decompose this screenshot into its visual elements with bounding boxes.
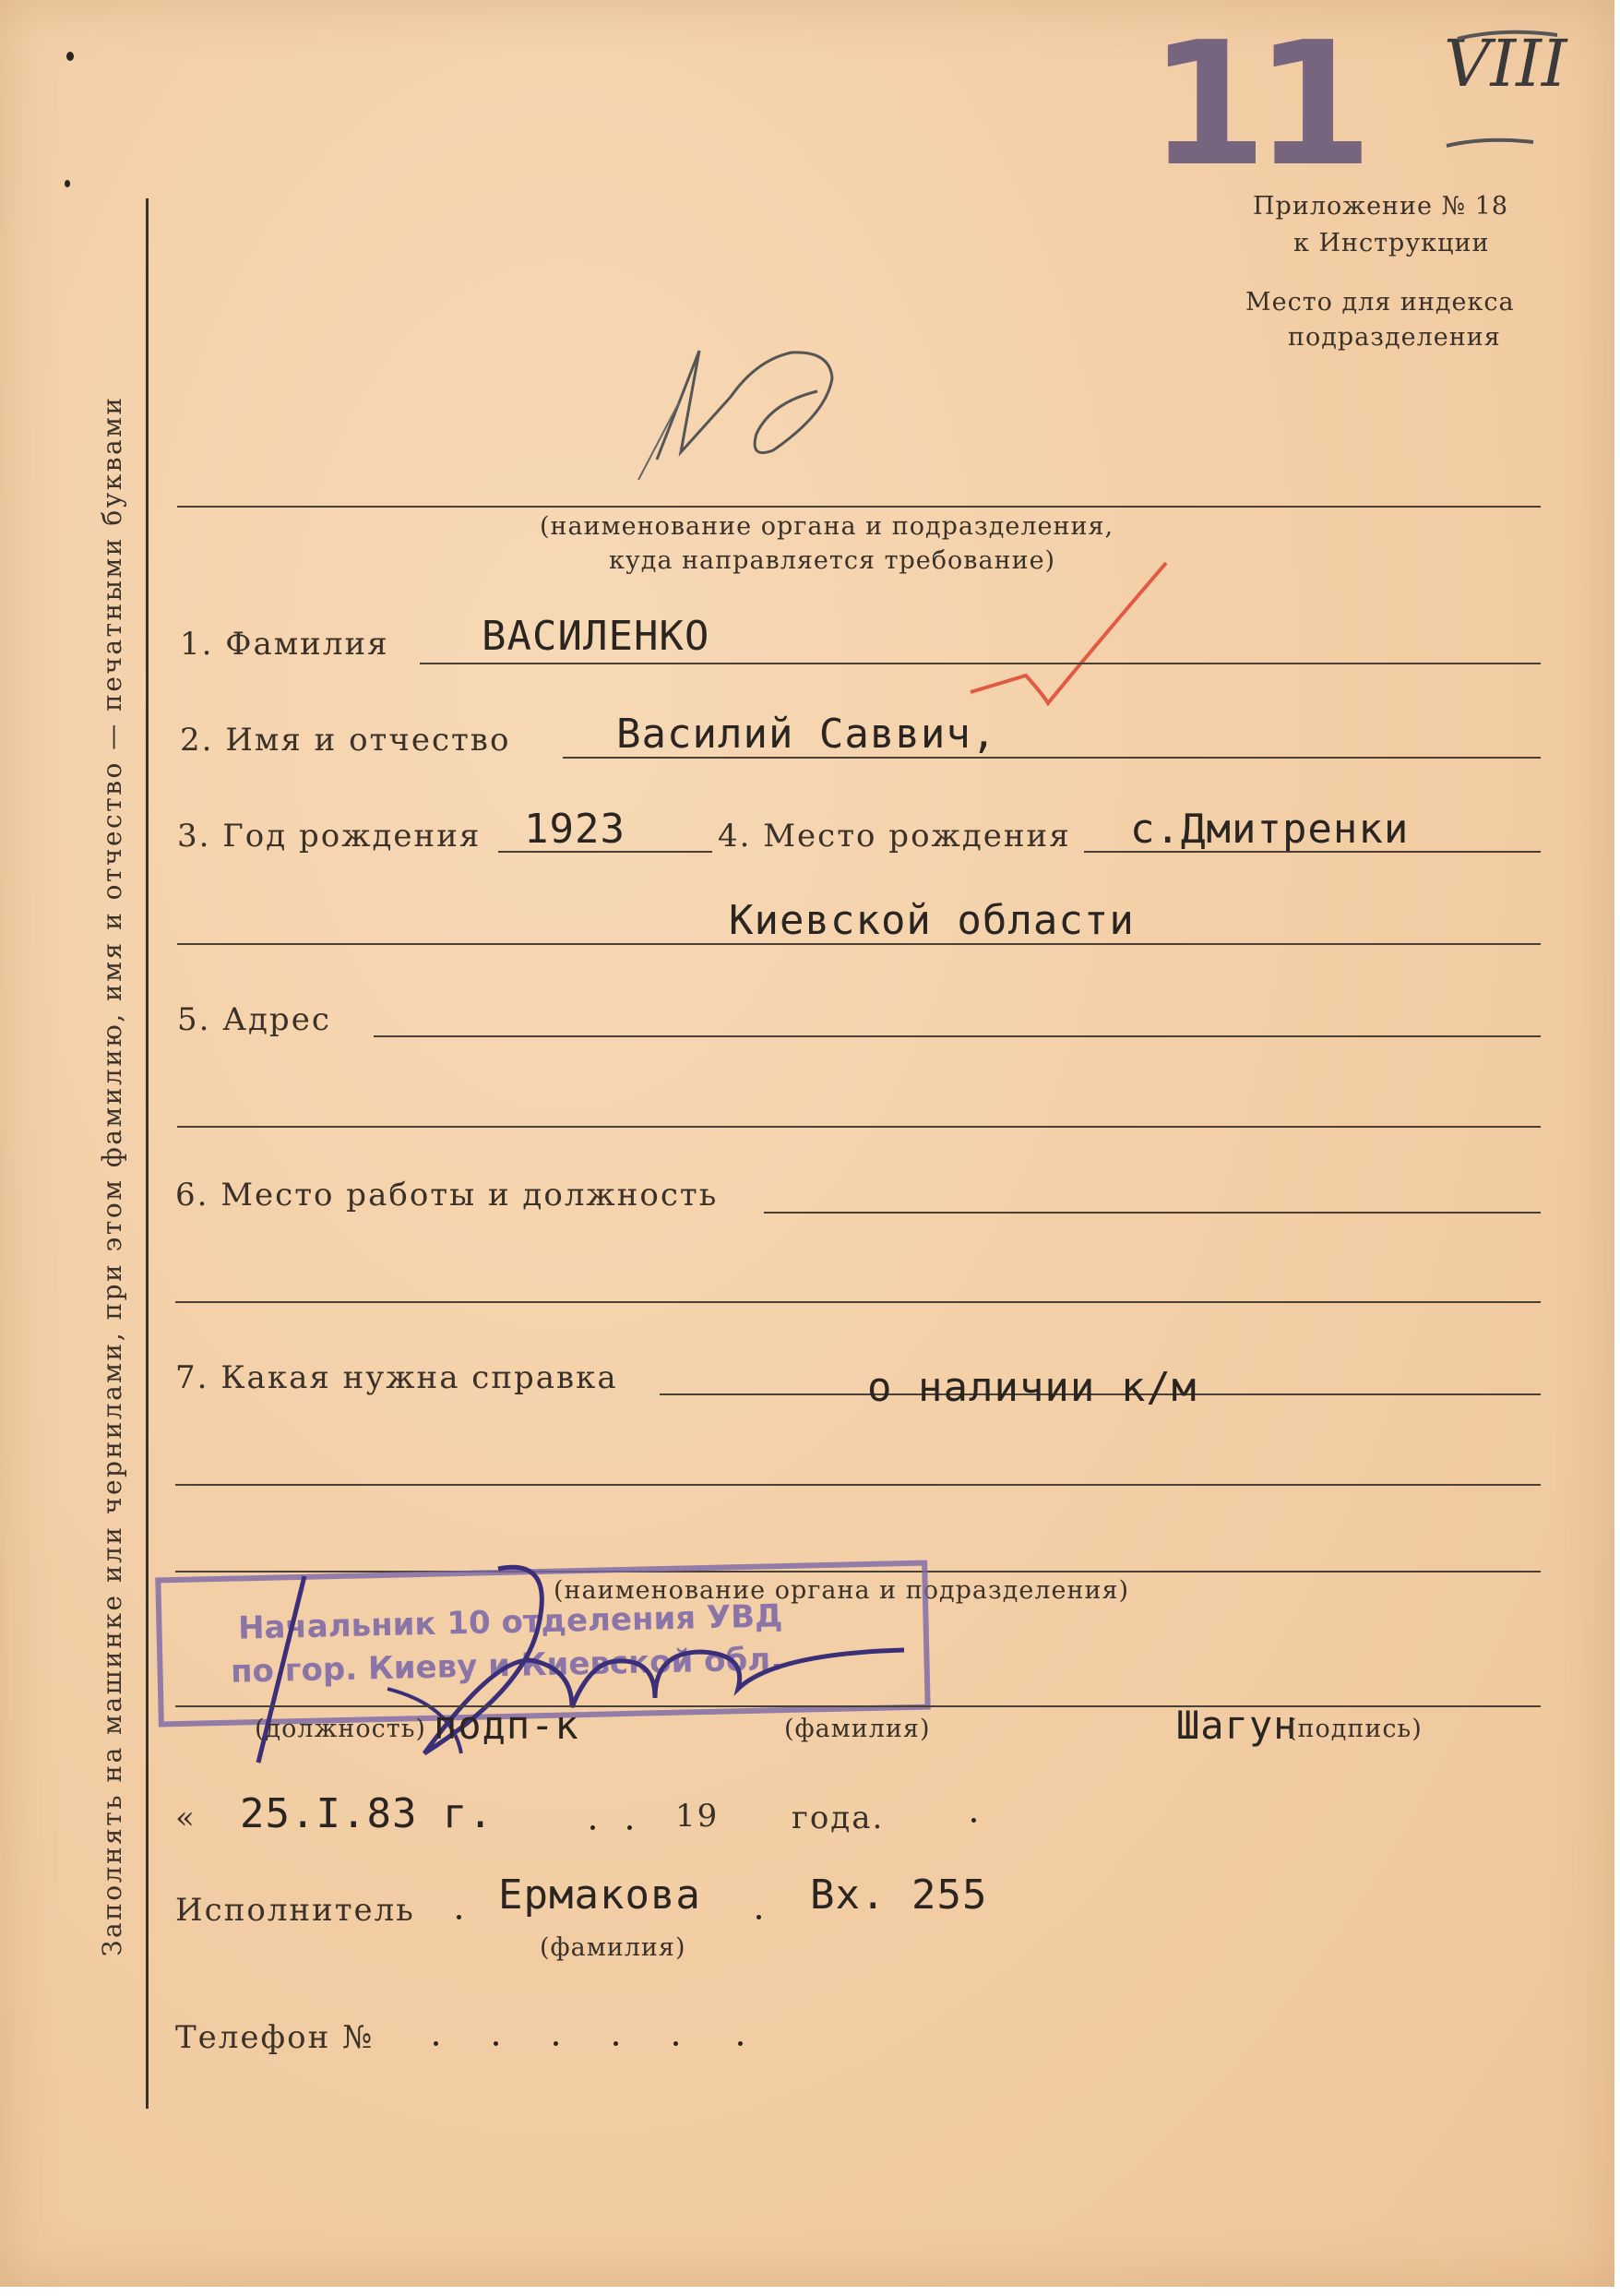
stamp-org-line-2: по гор. Киеву и Киевской обл. xyxy=(230,1641,783,1691)
handwritten-underline xyxy=(1439,28,1568,157)
side-rule xyxy=(146,198,149,2109)
stamp-number: 11 xyxy=(1149,5,1361,204)
dotted-fill xyxy=(554,2041,558,2046)
signature-value[interactable]: Шагун xyxy=(1176,1703,1298,1748)
date-open-quote: « xyxy=(175,1800,197,1836)
footer-organ-caption: (наименование органа и подразделения) xyxy=(554,1576,1130,1605)
work-line xyxy=(764,1212,1541,1214)
position-caption: (должность) xyxy=(255,1715,426,1743)
name-value[interactable]: Василий Саввич, xyxy=(616,711,997,758)
signatures-line xyxy=(175,1705,1541,1707)
index-place-label-1: Место для индекса xyxy=(1245,288,1515,317)
birth-year-label: 3. Год рождения xyxy=(177,818,482,855)
executor-value[interactable]: Ермакова xyxy=(498,1871,701,1919)
phone-label: Телефон № xyxy=(175,2019,375,2056)
signature-scribble xyxy=(221,1550,959,1790)
work-label: 6. Место работы и должность xyxy=(175,1177,719,1214)
work-line-2 xyxy=(175,1301,1541,1303)
surname-caption: (фамилия) xyxy=(784,1715,931,1743)
index-place-label-2: подразделения xyxy=(1288,323,1501,352)
organ-caption-1: (наименование органа и подразделения, xyxy=(540,512,1114,541)
date-value[interactable]: 25.I.83 г. xyxy=(240,1790,494,1837)
certificate-line-2 xyxy=(175,1484,1541,1486)
year-suffix: года. xyxy=(792,1800,885,1836)
certificate-label: 7. Какая нужна справка xyxy=(175,1359,618,1396)
dotted-fill xyxy=(590,1825,595,1830)
dotted-fill xyxy=(971,1818,976,1823)
organ-caption-2: куда направляется требование) xyxy=(609,546,1056,575)
executor-caption: (фамилия) xyxy=(540,1933,686,1962)
birth-place-value-1[interactable]: с.Дмитренки xyxy=(1130,806,1410,853)
appendix-instruction: к Инструкции xyxy=(1293,229,1490,257)
side-instruction-note: Заполнять на машинке или чернилами, при этом фамилию, имя и отчество — печатными буквами xyxy=(97,395,127,1956)
organ-line xyxy=(177,506,1541,508)
handwritten-roman-numeral: VIII xyxy=(1444,26,1567,102)
dotted-fill xyxy=(494,2041,498,2046)
surname-line xyxy=(420,663,1541,664)
appendix-number: Приложение № 18 xyxy=(1253,192,1509,221)
hole-mark xyxy=(65,180,70,187)
dotted-fill xyxy=(434,2041,438,2046)
birth-place-value-2[interactable]: Киевской области xyxy=(729,897,1135,944)
surname-value[interactable]: ВАСИЛЕНКО xyxy=(482,613,710,660)
dotted-fill xyxy=(613,2041,618,2046)
handwritten-scribble xyxy=(627,314,867,489)
dotted-fill xyxy=(756,1915,761,1919)
name-label: 2. Имя и отчество xyxy=(180,722,511,759)
dotted-fill xyxy=(738,2041,743,2046)
hole-mark xyxy=(66,52,74,61)
year-prefix: 19 xyxy=(675,1798,720,1835)
address-line xyxy=(374,1035,1541,1037)
stamp-org-line-1: Начальник 10 отделения УВД xyxy=(237,1597,783,1647)
incoming-number[interactable]: Вх. 255 xyxy=(810,1871,988,1919)
certificate-value[interactable]: о наличии к/м xyxy=(867,1364,1197,1411)
address-label: 5. Адрес xyxy=(177,1001,331,1038)
birth-year-value[interactable]: 1923 xyxy=(524,806,625,853)
address-line-2 xyxy=(177,1126,1541,1128)
surname-label: 1. Фамилия xyxy=(180,626,389,663)
executor-label: Исполнитель xyxy=(175,1892,415,1929)
dotted-fill xyxy=(627,1825,632,1830)
dotted-fill xyxy=(673,2041,678,2046)
position-value[interactable]: подп-к xyxy=(434,1703,579,1748)
dotted-fill xyxy=(457,1915,461,1919)
red-check-mark xyxy=(959,554,1172,711)
birth-place-label: 4. Место рождения xyxy=(718,818,1071,855)
signature-caption: (подпись) xyxy=(1287,1715,1423,1743)
